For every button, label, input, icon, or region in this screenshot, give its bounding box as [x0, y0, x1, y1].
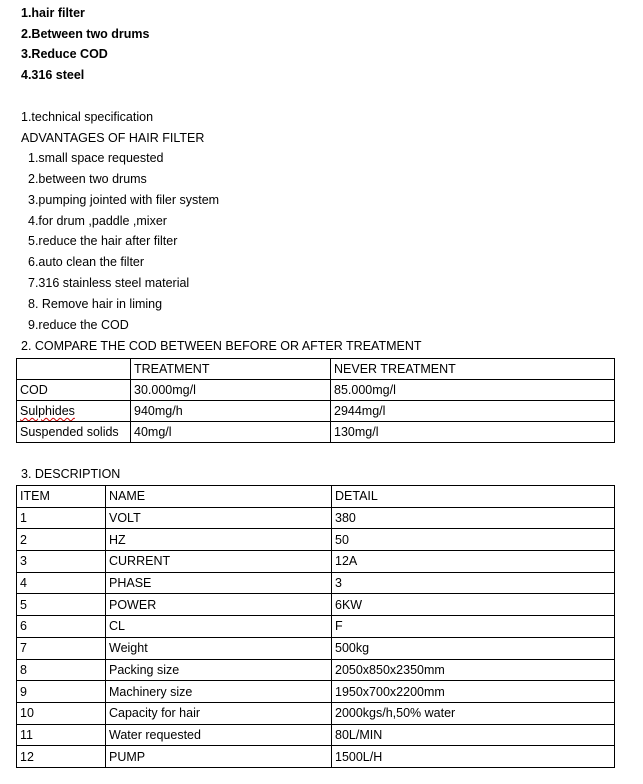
- advantage-item-5: 5.reduce the hair after filter: [28, 234, 178, 248]
- table-cell: 940mg/h: [131, 401, 331, 422]
- table-row: [17, 702, 615, 724]
- header-cell: NEVER TREATMENT: [331, 359, 615, 380]
- table-cell: 1500L/H: [332, 746, 615, 768]
- advantage-item-8: 8. Remove hair in liming: [28, 297, 163, 311]
- table-row: [17, 401, 615, 422]
- table-row: [17, 572, 615, 594]
- table-cell: 5: [17, 594, 106, 616]
- header-cell: [17, 359, 131, 380]
- table-row: [17, 681, 615, 703]
- advantage-item-7: 7.316 stainless steel material: [28, 276, 190, 290]
- table-cell: 130mg/l: [331, 422, 615, 443]
- description-table: [16, 485, 615, 768]
- table-row: [17, 616, 615, 638]
- table-row: [17, 724, 615, 746]
- header-cell: TREATMENT: [131, 359, 331, 380]
- table-cell: COD: [17, 380, 131, 401]
- table-cell: 3: [17, 551, 106, 573]
- table-cell: 9: [17, 681, 106, 703]
- table-cell: 7: [17, 637, 106, 659]
- table-row: [17, 529, 615, 551]
- description-heading: 3. DESCRIPTION: [21, 467, 121, 481]
- table-cell: VOLT: [106, 507, 332, 529]
- table-cell: Water requested: [106, 724, 332, 746]
- table-cell: PUMP: [106, 746, 332, 768]
- table-row: [17, 637, 615, 659]
- spec-heading: 1.technical specification: [21, 110, 154, 124]
- table-cell: 3: [332, 572, 615, 594]
- table-cell: Suspended solids: [17, 422, 131, 443]
- table-cell: 11: [17, 724, 106, 746]
- table-cell: 1: [17, 507, 106, 529]
- table-cell: 4: [17, 572, 106, 594]
- table-row: [17, 659, 615, 681]
- table-row: [17, 507, 615, 529]
- table-cell: 2000kgs/h,50% water: [332, 702, 615, 724]
- table-cell: F: [332, 616, 615, 638]
- table-cell: HZ: [106, 529, 332, 551]
- table-cell: 10: [17, 702, 106, 724]
- header-cell: NAME: [106, 486, 332, 508]
- table-cell: 6: [17, 616, 106, 638]
- table-cell: 30.000mg/l: [131, 380, 331, 401]
- cod-comparison-table: [16, 358, 615, 443]
- table-row: [17, 422, 615, 443]
- table-cell: Packing size: [106, 659, 332, 681]
- table-cell: Weight: [106, 637, 332, 659]
- table-header-row: [17, 359, 615, 380]
- table-cell: Capacity for hair: [106, 702, 332, 724]
- table-cell: 1950x700x2200mm: [332, 681, 615, 703]
- spellcheck-word: Sulphides: [20, 404, 75, 418]
- table-cell: 2: [17, 529, 106, 551]
- header-cell: DETAIL: [332, 486, 615, 508]
- table-cell: CURRENT: [106, 551, 332, 573]
- table-cell: 40mg/l: [131, 422, 331, 443]
- table-cell: 380: [332, 507, 615, 529]
- table-cell: [17, 401, 131, 422]
- table-cell: PHASE: [106, 572, 332, 594]
- table-row: [17, 594, 615, 616]
- advantage-item-4: 4.for drum ,paddle ,mixer: [28, 214, 167, 228]
- table-row: [17, 551, 615, 573]
- advantage-item-1: 1.small space requested: [28, 151, 164, 165]
- advantage-item-6: 6.auto clean the filter: [28, 255, 145, 269]
- table-cell: CL: [106, 616, 332, 638]
- table-cell: 2050x850x2350mm: [332, 659, 615, 681]
- table-cell: 6KW: [332, 594, 615, 616]
- table-cell: Machinery size: [106, 681, 332, 703]
- table-cell: 500kg: [332, 637, 615, 659]
- table-cell: 12A: [332, 551, 615, 573]
- header-cell: ITEM: [17, 486, 106, 508]
- table-row: [17, 380, 615, 401]
- table-cell: POWER: [106, 594, 332, 616]
- feature-line-2: 2.Between two drums: [21, 27, 150, 41]
- advantage-item-9: 9.reduce the COD: [28, 318, 129, 332]
- table-row: [17, 746, 615, 768]
- table-cell: 80L/MIN: [332, 724, 615, 746]
- table-header-row: [17, 486, 615, 508]
- compare-heading: 2. COMPARE THE COD BETWEEN BEFORE OR AFTER TREATMENT: [21, 339, 422, 353]
- feature-line-4: 4.316 steel: [21, 68, 85, 82]
- advantage-item-3: 3.pumping jointed with filer system: [28, 193, 220, 207]
- feature-line-3: 3.Reduce COD: [21, 47, 108, 61]
- table-cell: 85.000mg/l: [331, 380, 615, 401]
- table-cell: 50: [332, 529, 615, 551]
- table-cell: 12: [17, 746, 106, 768]
- table-cell: 8: [17, 659, 106, 681]
- advantage-item-2: 2.between two drums: [28, 172, 147, 186]
- table-cell: 2944mg/l: [331, 401, 615, 422]
- advantages-heading: ADVANTAGES OF HAIR FILTER: [21, 131, 205, 145]
- feature-line-1: 1.hair filter: [21, 6, 85, 20]
